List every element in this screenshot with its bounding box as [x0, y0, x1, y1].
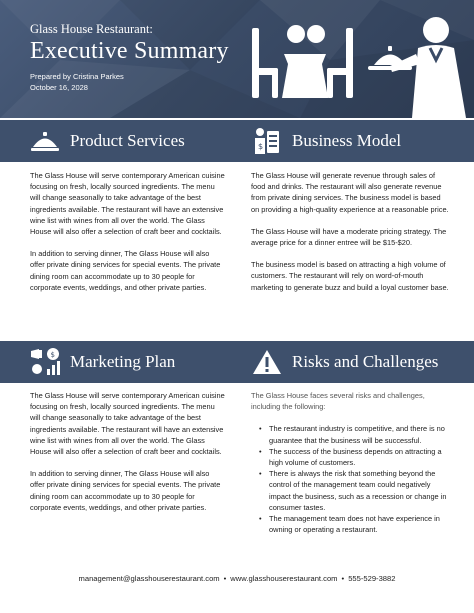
- marketing-plan-body: [30, 390, 226, 524]
- section-header-row-2: [0, 341, 474, 383]
- footer-separator: •: [223, 574, 227, 583]
- date-line: October 16, 2028: [30, 83, 88, 92]
- product-services-title: Product Services: [70, 131, 185, 150]
- footer-phone: 555-529-3882: [348, 574, 396, 583]
- list-item: • The success of the business depends on attracting a high volume of customers.: [269, 446, 449, 468]
- product-services-header: [28, 120, 238, 162]
- svg-text:$: $: [258, 142, 264, 151]
- risks-title: Risks and Challenges: [292, 352, 439, 371]
- business-model-paragraph-1: The Glass House will generate revenue through sales of food and drinks. The restaurant will also generate revenue from private dining services. The business model is based on providing a high-quality experience at a reasonable price.: [251, 171, 449, 214]
- author-line: Prepared by Cristina Parkes: [30, 72, 124, 81]
- footer-email[interactable]: management@glasshouserestaurant.com: [78, 574, 220, 583]
- product-services-paragraph-1: The Glass House will serve contemporary American cuisine focusing on fresh, locally sourced ingredients. The menu will change seasonally to take advantage of the best ingredients available. The restaurant will have an extensive wine list with wines from all over the world. The Glass House will also offer a selection of craft beer and cocktails.: [30, 171, 225, 237]
- business-model-icon: [250, 124, 284, 158]
- document-subtitle: Glass House Restaurant:: [30, 22, 153, 36]
- restaurant-illustration-icon: [240, 8, 474, 118]
- list-item: • The restaurant industry is competitive, and there is no guarantee that the business will be successful.: [269, 423, 449, 445]
- marketing-plan-title: Marketing Plan: [70, 352, 176, 371]
- marketing-plan-header: [28, 341, 238, 383]
- document-title: Executive Summary: [30, 38, 229, 64]
- hero-header: [0, 0, 474, 118]
- footer-contact: [0, 574, 474, 583]
- business-model-body: [251, 170, 449, 304]
- marketing-plan-paragraph-2: In addition to serving dinner, The Glass House will also offer private dining services for special events. The private dining room can accommodate up to 30 people for corporate events, weddings, and other private parties.: [30, 469, 221, 512]
- business-model-paragraph-2: The Glass House will have a moderate pricing strategy. The average price for a dinner entree will be $15-$20.: [251, 226, 447, 248]
- risks-list: [251, 423, 449, 535]
- business-model-header: [250, 120, 460, 162]
- serving-cloche-icon: [28, 124, 62, 158]
- risks-intro: The Glass House faces several risks and challenges, including the following:: [251, 391, 425, 412]
- svg-text:$: $: [50, 351, 55, 359]
- business-model-paragraph-3: The business model is based on attracting a high volume of customers. The restaurant will rely on word-of-mouth marketing to generate buzz and build a loyal customer base.: [251, 260, 449, 292]
- footer-website[interactable]: www.glasshouserestaurant.com: [230, 574, 338, 583]
- risks-header: [250, 341, 460, 383]
- risks-body: [251, 390, 449, 535]
- marketing-icon: [28, 345, 62, 379]
- product-services-paragraph-2: In addition to serving dinner, The Glass House will also offer private dining services for special events. The private dining room can accommodate up to 30 people for corporate events, weddings, and other private parties.: [30, 249, 221, 292]
- list-item: • The management team does not have experience in owning or operating a restaurant.: [269, 513, 449, 535]
- business-model-title: Business Model: [292, 131, 402, 150]
- product-services-body: [30, 170, 226, 304]
- footer-separator: •: [341, 574, 345, 583]
- section-header-row-1: [0, 120, 474, 162]
- marketing-plan-paragraph-1: The Glass House will serve contemporary American cuisine focusing on fresh, locally sourced ingredients. The menu will change seasonally to take advantage of the best ingredients available. The restaurant will have an extensive wine list with wines from all over the world. The Glass House will also offer a selection of craft beer and cocktails.: [30, 391, 225, 457]
- list-item: • There is always the risk that something beyond the control of the management team could negatively impact the business, such as a recession or change in consumer tastes.: [269, 468, 449, 513]
- warning-icon: [250, 345, 284, 379]
